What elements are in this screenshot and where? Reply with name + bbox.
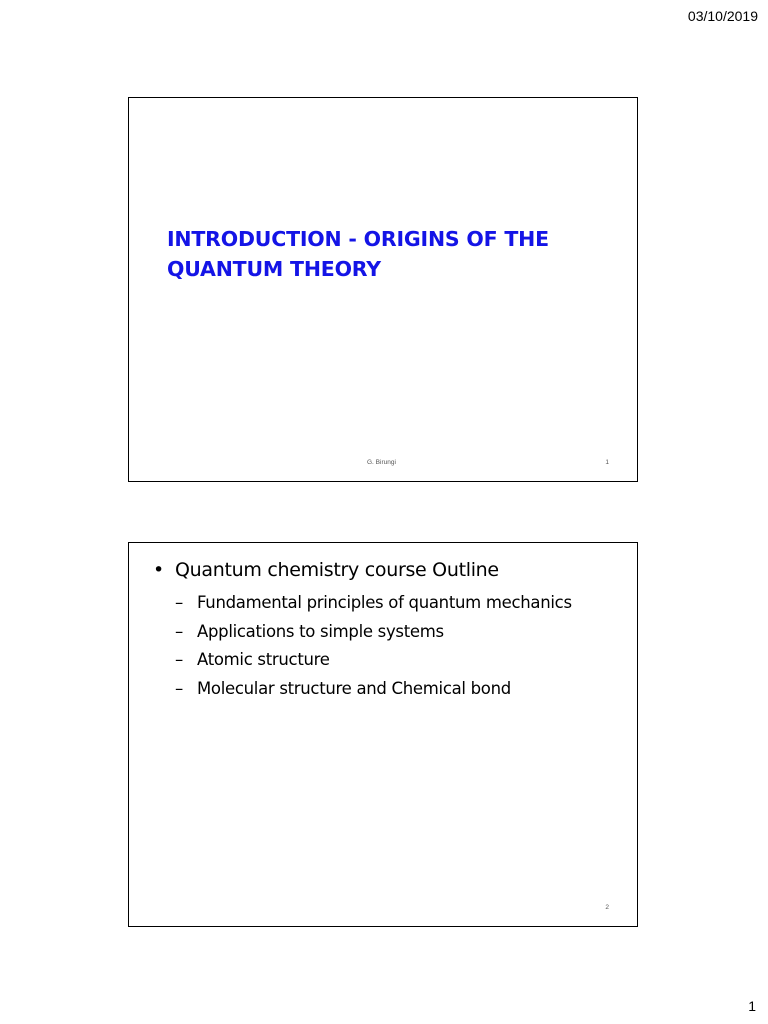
slide-2 <box>128 542 638 927</box>
dash-marker: – <box>175 621 183 641</box>
bullet-marker: • <box>153 559 164 581</box>
slide-number: 1 <box>605 459 609 466</box>
slide-title: INTRODUCTION - ORIGINS OF THE QUANTUM THEORY <box>167 227 549 281</box>
list-item-text: Atomic structure <box>197 650 330 669</box>
list-item <box>175 677 595 701</box>
dash-marker: – <box>175 678 183 698</box>
outline-list <box>175 591 595 705</box>
list-item <box>175 620 595 644</box>
list-item-text: Applications to simple systems <box>197 621 444 641</box>
page-number: 1 <box>748 998 756 1014</box>
list-item-text: Fundamental principles of quantum mechanics <box>197 593 572 612</box>
list-item-text: Molecular structure and Chemical bond <box>197 678 511 698</box>
slide-footer-author: G. Birungi <box>367 459 396 466</box>
page-date: 03/10/2019 <box>687 8 758 24</box>
slide-1 <box>128 97 638 482</box>
dash-marker: – <box>175 650 183 669</box>
list-item <box>175 648 595 672</box>
dash-marker: – <box>175 593 183 612</box>
list-item <box>175 591 595 615</box>
slide-number: 2 <box>605 904 609 911</box>
outline-heading <box>153 559 499 581</box>
outline-heading-text: Quantum chemistry course Outline <box>175 559 499 581</box>
